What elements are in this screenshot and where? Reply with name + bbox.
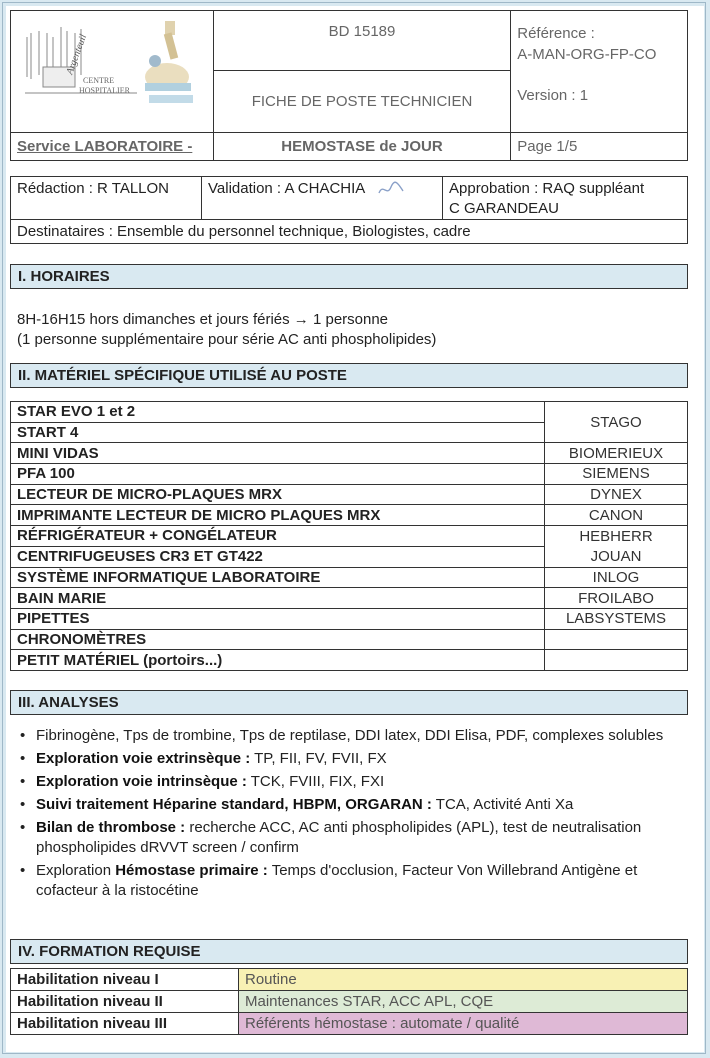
microscope-icon (145, 21, 193, 103)
logo-text-3: HOSPITALIER (79, 86, 130, 95)
materiel-row (11, 402, 688, 423)
horaires-text (17, 310, 436, 350)
reference-cell (511, 11, 688, 133)
materiel-brand: FROILABO (545, 588, 688, 609)
document-code: BD 15189 (213, 11, 510, 71)
post-name: HEMOSTASE de JOUR (213, 133, 510, 161)
materiel-row (11, 608, 688, 629)
materiel-row (11, 546, 688, 567)
materiel-row (11, 588, 688, 609)
analysis-category: Suivi traitement Héparine standard, HBPM, ORGARAN : (36, 796, 432, 813)
validation: Validation : A CHACHIA (208, 180, 365, 197)
approbation-1: Approbation : RAQ suppléant (449, 180, 645, 197)
analysis-item (18, 795, 678, 815)
formation-description: Maintenances STAR, ACC APL, CQE (239, 991, 688, 1013)
analysis-category: Hémostase primaire : (115, 862, 268, 879)
materiel-brand: CANON (545, 505, 688, 526)
materiel-row (11, 484, 688, 505)
materiel-name: BAIN MARIE (11, 588, 545, 609)
analysis-category: Exploration voie intrinsèque : (36, 773, 247, 790)
materiel-name: PFA 100 (11, 464, 545, 485)
materiel-name: LECTEUR DE MICRO-PLAQUES MRX (11, 484, 545, 505)
materiel-brand: HEBHERR (545, 526, 688, 547)
document-title: FICHE DE POSTE TECHNICIEN (213, 71, 510, 133)
service-name: Service LABORATOIRE - (11, 133, 214, 161)
materiel-name: RÉFRIGÉRATEUR + CONGÉLATEUR (11, 526, 545, 547)
redaction: Rédaction : R TALLON (11, 177, 202, 220)
materiel-row (11, 526, 688, 547)
analysis-item (18, 749, 678, 769)
analysis-tests: Fibrinogène, Tps de trombine, Tps de reptilase, DDI latex, DDI Elisa, PDF, complexes solubles (36, 727, 664, 744)
analysis-item (18, 726, 678, 746)
materiel-name: START 4 (11, 422, 545, 443)
formation-level: Habilitation niveau I (11, 969, 239, 991)
analysis-category: Bilan de thrombose : (36, 819, 186, 836)
page-number: Page 1/5 (511, 133, 688, 161)
approbation-2: C GARANDEAU (449, 200, 560, 217)
materiel-brand (545, 650, 688, 671)
analysis-item (18, 772, 678, 792)
analysis-tests: TP, FII, FV, FVII, FX (250, 750, 387, 767)
section-materiel: II. MATÉRIEL SPÉCIFIQUE UTILISÉ AU POSTE (10, 363, 688, 388)
materiel-brand: BIOMERIEUX (545, 443, 688, 464)
materiel-brand (545, 629, 688, 650)
formation-row (11, 969, 688, 991)
logo-text-2: CENTRE (83, 76, 115, 85)
materiel-row (11, 650, 688, 671)
analysis-tests: TCA, Activité Anti Xa (431, 796, 574, 813)
document-header (10, 10, 688, 161)
logo-text-1: Argenteuil (64, 32, 90, 77)
horaires-line-1: 8H-16H15 hors dimanches et jours fériés → 1 personne (17, 311, 389, 328)
signature-icon (377, 179, 405, 199)
materiel-brand: STAGO (545, 402, 688, 443)
logo-image (17, 17, 207, 117)
materiel-row (11, 629, 688, 650)
materiel-row (11, 505, 688, 526)
materiel-name: STAR EVO 1 et 2 (11, 402, 545, 423)
materiel-name: CENTRIFUGEUSES CR3 ET GT422 (11, 546, 545, 567)
analysis-category: Exploration voie extrinsèque : (36, 750, 251, 767)
materiel-row (11, 567, 688, 588)
formation-level: Habilitation niveau II (11, 991, 239, 1013)
approbation-cell (443, 177, 688, 220)
analysis-tests: Temps d'occlusion, Facteur Von Willebrand Antigène et cofacteur à la ristocétine (36, 862, 638, 899)
materiel-name: MINI VIDAS (11, 443, 545, 464)
analysis-prefix: Exploration (36, 862, 116, 879)
analysis-item (18, 861, 678, 901)
signatures-table (10, 176, 688, 244)
horaires-line-2: (1 personne supplémentaire pour série AC anti phospholipides) (17, 331, 437, 348)
materiel-table (10, 401, 688, 671)
analyses-list (18, 726, 678, 904)
materiel-row (11, 464, 688, 485)
materiel-brand: LABSYSTEMS (545, 608, 688, 629)
materiel-brand: JOUAN (545, 546, 688, 567)
formation-row (11, 991, 688, 1013)
section-formation: IV. FORMATION REQUISE (10, 939, 688, 964)
reference-label: Référence : (517, 25, 595, 42)
section-analyses: III. ANALYSES (10, 690, 688, 715)
materiel-row (11, 443, 688, 464)
analysis-tests: TCK, FVIII, FIX, FXI (246, 773, 385, 790)
formation-level: Habilitation niveau III (11, 1013, 239, 1035)
materiel-brand: SIEMENS (545, 464, 688, 485)
formation-row (11, 1013, 688, 1035)
formation-description: Référents hémostase : automate / qualité (239, 1013, 688, 1035)
materiel-brand: DYNEX (545, 484, 688, 505)
validation-cell (202, 177, 443, 220)
materiel-name: CHRONOMÈTRES (11, 629, 545, 650)
reference-value: A-MAN-ORG-FP-CO (517, 46, 657, 63)
analysis-tests: recherche ACC, AC anti phospholipides (APL), test de neutralisation phospholipides dRVVT screen / confirm (36, 819, 642, 856)
materiel-brand: INLOG (545, 567, 688, 588)
materiel-name: SYSTÈME INFORMATIQUE LABORATOIRE (11, 567, 545, 588)
hospital-logo (11, 11, 214, 133)
materiel-name: PETIT MATÉRIEL (portoirs...) (11, 650, 545, 671)
analysis-item (18, 818, 678, 858)
version: Version : 1 (517, 87, 589, 104)
formation-description: Routine (239, 969, 688, 991)
materiel-name: IMPRIMANTE LECTEUR DE MICRO PLAQUES MRX (11, 505, 545, 526)
destinataires: Destinataires : Ensemble du personnel technique, Biologistes, cadre (11, 220, 688, 244)
formation-table (10, 968, 688, 1035)
section-horaires: I. HORAIRES (10, 264, 688, 289)
materiel-name: PIPETTES (11, 608, 545, 629)
